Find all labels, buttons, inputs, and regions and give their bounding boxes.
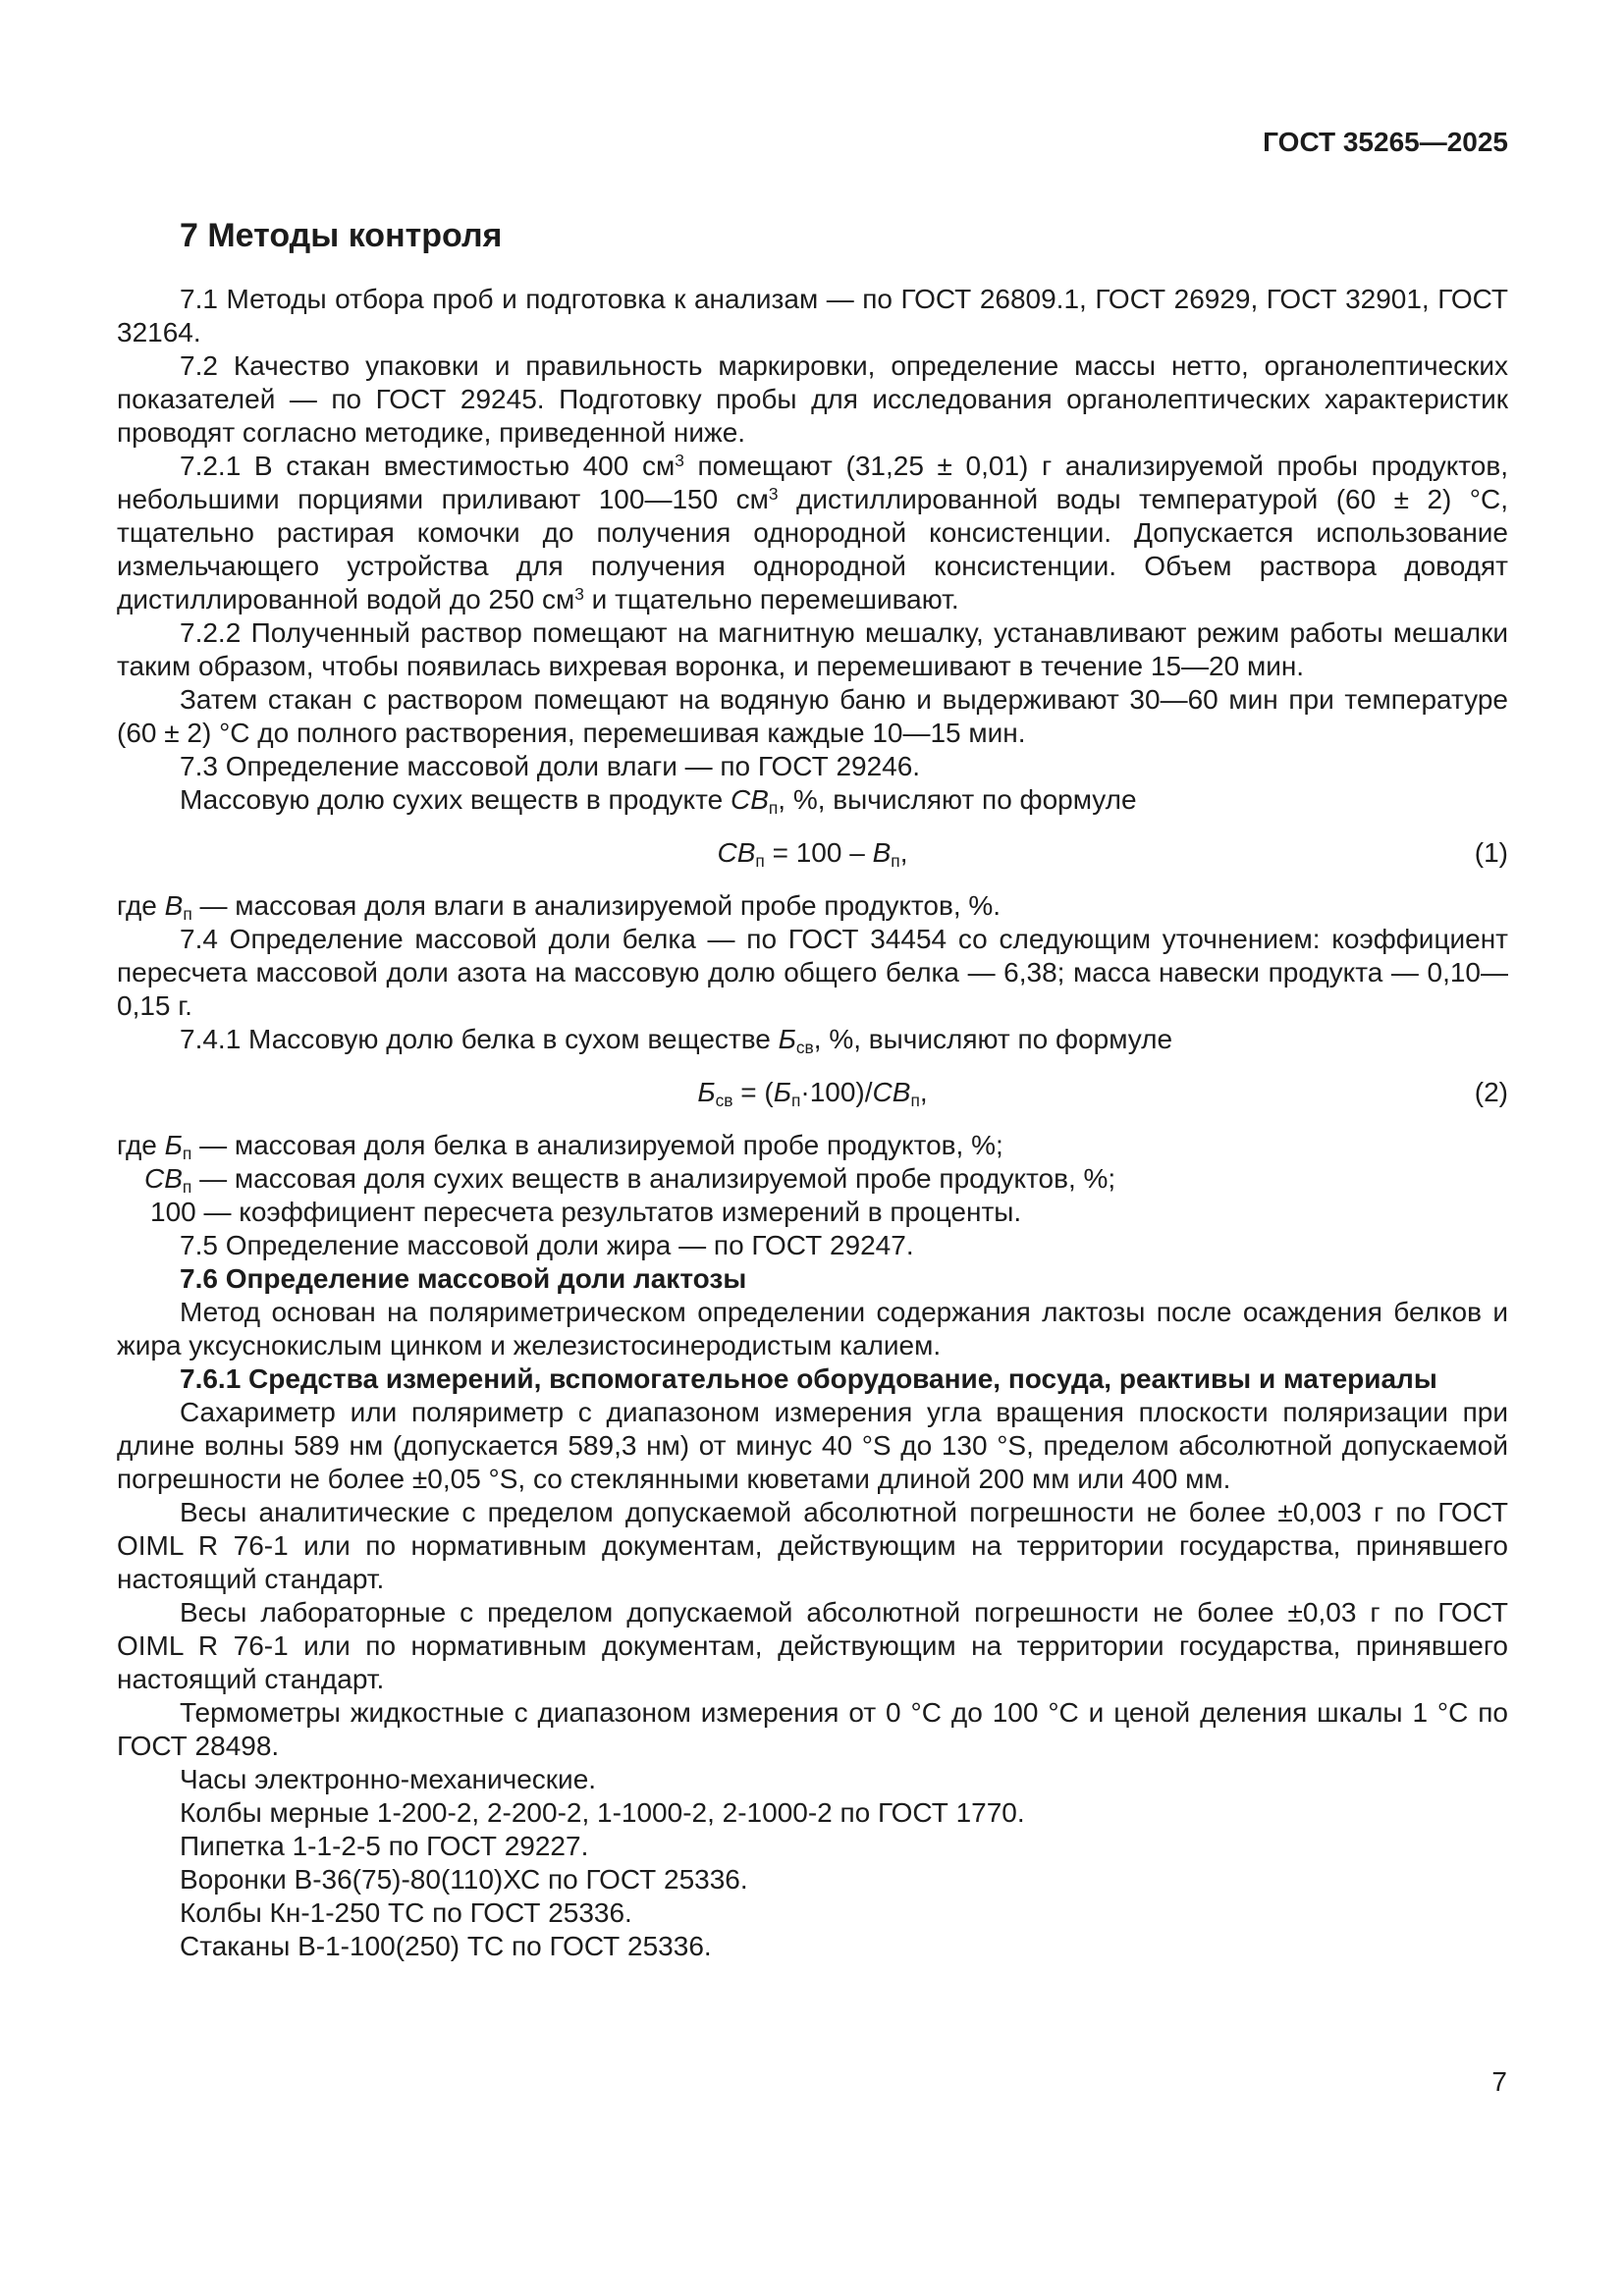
- paragraph-pipette: Пипетка 1-1-2-5 по ГОСТ 29227.: [180, 1831, 589, 1861]
- paragraph-7-2-1: 7.2.1 В стакан вместимостью 400 $см^3$ помещают (31,25 ± 0,01) г анализируемой пробы продуктов, небольшими порциями приливают 100—150 $см^3$ дистиллированной воды температурой (60 ± 2) °С, тщательно растирая комочки до получения однородной консистенции. Допускается использование измельчающего устройства для получения однородной консистенции. Объем раствора доводят дистиллированной водой до 250 $см^3$ и тщательно перемешивают.: [117, 451, 1509, 614]
- formula-1-expression: $СВ_п = 100 - В_п$,: [717, 837, 908, 871]
- paragraph-7-2-2: 7.2.2 Полученный раствор помещают на магнитную мешалку, устанавливают режим работы мешалки таким образом, чтобы появилась вихревая воронка, и перемешивают в течение 15—20 мин.: [117, 617, 1508, 681]
- paragraph-7-1: 7.1 Методы отбора проб и подготовка к анализам — по ГОСТ 26809.1, ГОСТ 26929, ГОСТ 32901, ГОСТ 32164.: [117, 284, 1508, 347]
- paragraph-analytical-balance: Весы аналитические с пределом допускаемой абсолютной погрешности не более ±0,003 г по ГОСТ OIML R 76-1 или по нормативным документам, действующим на территории государства, принявшего настоящий стандарт.: [117, 1497, 1508, 1594]
- paragraph-conical-flasks: Колбы Кн-1-250 ТС по ГОСТ 25336.: [180, 1897, 632, 1928]
- paragraph-water-bath: Затем стакан с раствором помещают на водяную баню и выдерживают 30—60 мин при температуре (60 ± 2) °С до полного растворения, перемешивая каждые 10—15 мин.: [117, 684, 1508, 748]
- paragraph-volumetric-flasks: Колбы мерные 1-200-2, 2-200-2, 1-1000-2, 2-1000-2 по ГОСТ 1770.: [180, 1797, 1025, 1828]
- paragraph-7-4: 7.4 Определение массовой доли белка — по ГОСТ 34454 со следующим уточнением: коэффициент пересчета массовой доли азота на массовую долю общего белка — 6,38; масса навески продукта — 0,10—0,15 г.: [117, 924, 1508, 1021]
- formula-1-number: (1): [1474, 837, 1508, 868]
- subheading-7-6: 7.6 Определение массовой доли лактозы: [180, 1263, 747, 1294]
- paragraph-7-2: 7.2 Качество упаковки и правильность маркировки, определение массы нетто, органолептических показателей — по ГОСТ 29245. Подготовку пробы для исследования органолептических характеристик проводят согласно методике, приведенной ниже.: [117, 350, 1508, 448]
- where-clause-100: 100 — коэффициент пересчета результатов измерений в проценты.: [150, 1197, 1022, 1227]
- paragraph-clock: Часы электронно-механические.: [180, 1764, 597, 1794]
- where-clause-bp: где $Б_п$ — массовая доля белка в анализируемой пробе продуктов, %;: [117, 1130, 1003, 1163]
- formula-1: [117, 836, 1508, 870]
- paragraph-beakers: Стаканы В-1-100(250) ТС по ГОСТ 25336.: [180, 1931, 712, 1961]
- paragraph-7-5: 7.5 Определение массовой доли жира — по ГОСТ 29247.: [180, 1230, 914, 1260]
- page-number: 7: [1491, 2066, 1507, 2097]
- document-content: [117, 128, 1508, 1963]
- paragraph-funnels: Воронки В-36(75)-80(110)ХС по ГОСТ 25336.: [180, 1864, 748, 1895]
- paragraph-dry-matter-intro: Массовую долю сухих веществ в продукте $СВ_п$, %, вычисляют по формуле: [180, 784, 1137, 818]
- formula-2-number: (2): [1474, 1077, 1508, 1107]
- paragraph-method-basis: Метод основан на поляриметрическом определении содержания лактозы после осаждения белков и жира уксуснокислым цинком и железистосинеродистым калием.: [117, 1297, 1508, 1361]
- paragraph-thermometers: Термометры жидкостные с диапазоном измерения от 0 °С до 100 °С и ценой деления шкалы 1 °С по ГОСТ 28498.: [117, 1697, 1508, 1761]
- paragraph-laboratory-balance: Весы лабораторные с пределом допускаемой абсолютной погрешности не более ±0,03 г по ГОСТ OIML R 76-1 или по нормативным документам, действующим на территории государства, принявшего настоящий стандарт.: [117, 1597, 1508, 1694]
- subheading-7-6-1: 7.6.1 Средства измерений, вспомогательное оборудование, посуда, реактивы и материалы: [180, 1363, 1437, 1394]
- paragraph-7-3: 7.3 Определение массовой доли влаги — по ГОСТ 29246.: [180, 751, 921, 781]
- page-title: 7 Методы контроля: [180, 217, 503, 254]
- formula-2-expression: $Б_{св} = (Б_п\cdot 100)/СВ_п$,: [697, 1077, 928, 1110]
- standard-designation: ГОСТ 35265—2025: [1263, 127, 1508, 157]
- paragraph-7-4-1: 7.4.1 Массовую долю белка в сухом веществе $Б_{св}$, %, вычисляют по формуле: [180, 1024, 1173, 1057]
- paragraph-saccharimeter: Сахариметр или поляриметр с диапазоном измерения угла вращения плоскости поляризации при длине волны 589 нм (допускается 589,3 нм) от минус 40 °S до 130 °S, пределом абсолютной допускаемой погрешности не более ±0,05 °S, со стеклянными кюветами длиной 200 мм или 400 мм.: [117, 1397, 1508, 1494]
- formula-2: [117, 1076, 1508, 1109]
- where-clause-svp: $СВ_п$ — массовая доля сухих веществ в анализируемой пробе продуктов, %;: [144, 1163, 1116, 1197]
- where-clause-vp: где $В_п$ — массовая доля влаги в анализируемой пробе продуктов, %.: [117, 890, 1001, 924]
